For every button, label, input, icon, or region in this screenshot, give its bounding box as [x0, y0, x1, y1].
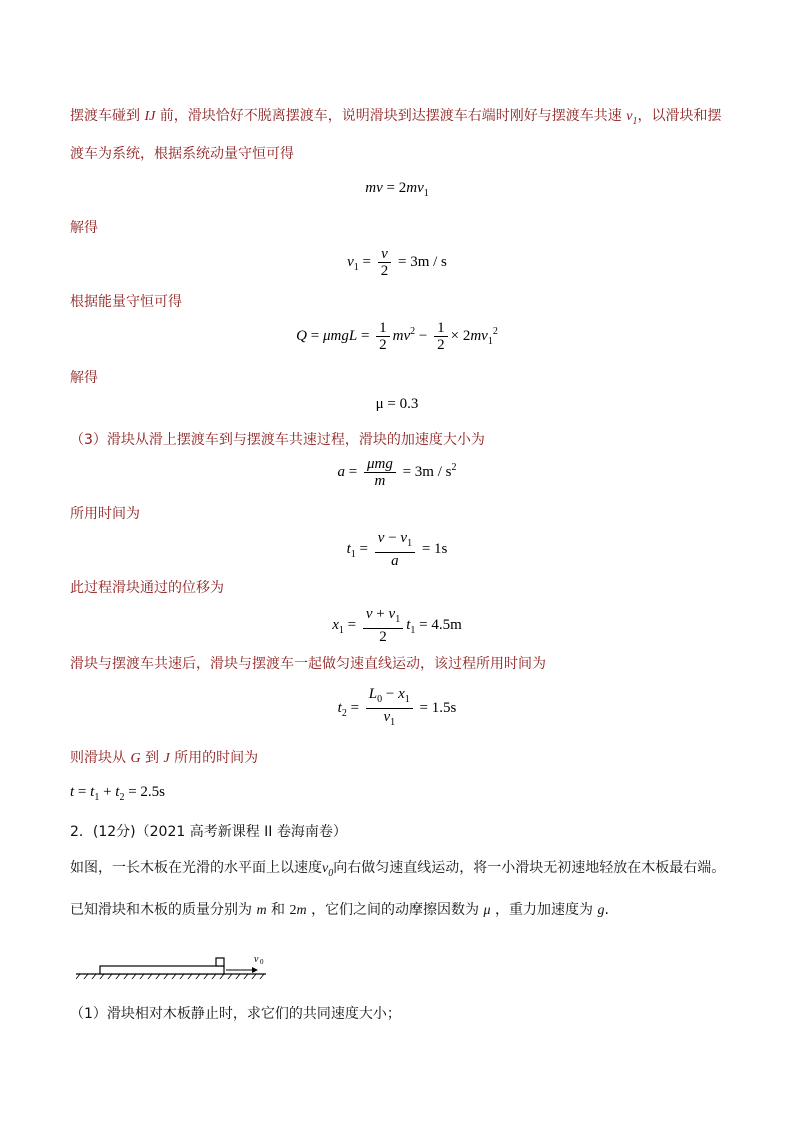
text-segment: 摆渡车碰到: [70, 108, 140, 124]
equation-energy: Q = μmgL = $\frac{1}{2}$ $mv^2$ − $\frac{1}{2}$ × $2mv_1^2$: [296, 320, 498, 353]
equation-result: = 3m / s: [402, 463, 452, 480]
step-3: （3）滑块从滑上摆渡车到与摆渡车共速过程，滑块的加速度大小为: [70, 432, 485, 448]
equation-result: = 1s: [421, 540, 448, 557]
equation-result: = 2.5s: [128, 784, 165, 800]
equation-result: = 4.5m: [419, 616, 462, 633]
text-segment: 所用的时间为: [174, 750, 259, 766]
equation-momentum: mv = $2mv_1$: [365, 180, 429, 199]
variable-v1: $v_1$: [626, 109, 638, 127]
text-segment: ，它们之间的动摩擦因数为: [311, 902, 480, 918]
variable-m: m: [256, 903, 267, 918]
question-2-part-1: （1）滑块相对木板静止时，求它们的共同速度大小；: [70, 1006, 401, 1022]
label-time: 所用时间为: [70, 506, 140, 522]
label-solve-1: 解得: [70, 220, 98, 236]
text-segment: .: [604, 902, 609, 918]
equation-mu: μ = 0.3: [375, 396, 419, 412]
text-segment: ，重力加速度为: [495, 902, 593, 918]
text-segment: 到: [145, 750, 160, 766]
velocity-label-sub: 0: [260, 958, 264, 966]
text-segment: 如图，一长木板在光滑的水平面上以速度: [70, 860, 322, 876]
text-segment: 前，滑块恰好不脱离摆渡车，说明滑块到达摆渡车右端时刚好与摆渡车共速: [159, 108, 622, 124]
text-segment: 则滑块从: [70, 750, 126, 766]
label-energy: 根据能量守恒可得: [70, 294, 182, 310]
board-slider-diagram: [76, 950, 276, 980]
ground-hatch: [76, 974, 266, 979]
point-g: G: [130, 751, 141, 766]
question-2-line-1: [70, 858, 725, 884]
variable-ij: IJ: [144, 109, 156, 124]
equation-result: = 3m / s: [398, 253, 447, 270]
equation-v1: $v_1$ = $\frac{v}{2}$ = 3m / s: [347, 246, 447, 279]
variable-v0: $v_0$: [322, 861, 334, 879]
point-j: J: [163, 751, 170, 766]
text-segment: 和: [271, 902, 286, 918]
paragraph-total: [70, 748, 258, 769]
question-2-line-2: [70, 900, 609, 921]
paragraph-line-2: 渡车为系统，根据系统动量守恒可得: [70, 146, 294, 162]
paragraph-line-1: [70, 106, 721, 132]
text-segment: 向右做匀速直线运动，将一小滑块无初速地轻放在木板最右端。: [333, 860, 726, 876]
equation-t1: $t_1$ = $\frac{v - v_1}{a}$ = 1s: [346, 530, 448, 569]
long-board: [100, 966, 224, 974]
equation-x1: $x_1$ = $\frac{v + v_1}{2}$ $t_1 = 4.5m$: [332, 606, 462, 645]
variable-2m: 2m: [289, 903, 307, 918]
text-segment: ，以滑块和摆: [637, 108, 722, 124]
paragraph-after: 滑块与摆渡车共速后，滑块与摆渡车一起做匀速直线运动，该过程所用时间为: [70, 656, 546, 672]
arrow-head-icon: [252, 967, 258, 973]
equation-result: = 1.5s: [419, 699, 457, 716]
slider-block: [216, 958, 224, 966]
variable-mu: μ: [483, 903, 491, 918]
label-solve-2: 解得: [70, 370, 98, 386]
variable-g: g: [597, 903, 605, 918]
label-displacement: 此过程滑块通过的位移为: [70, 580, 224, 596]
velocity-label: v: [254, 954, 259, 965]
text-segment: 已知滑块和木板的质量分别为: [70, 902, 252, 918]
equation-total: $t = t_1 + t_2 = 2.5s$: [70, 784, 165, 803]
question-2-header: 2．(12分)（2021 高考新课程 II 卷海南卷）: [70, 824, 347, 840]
equation-acceleration: a = $\frac{\text{μmg}}{m}$ = $3m / s^2$: [337, 456, 457, 489]
equation-t2: $t_2$ = $\frac{L_0 - x_1}{v_1}$ = 1.5s: [337, 686, 457, 728]
